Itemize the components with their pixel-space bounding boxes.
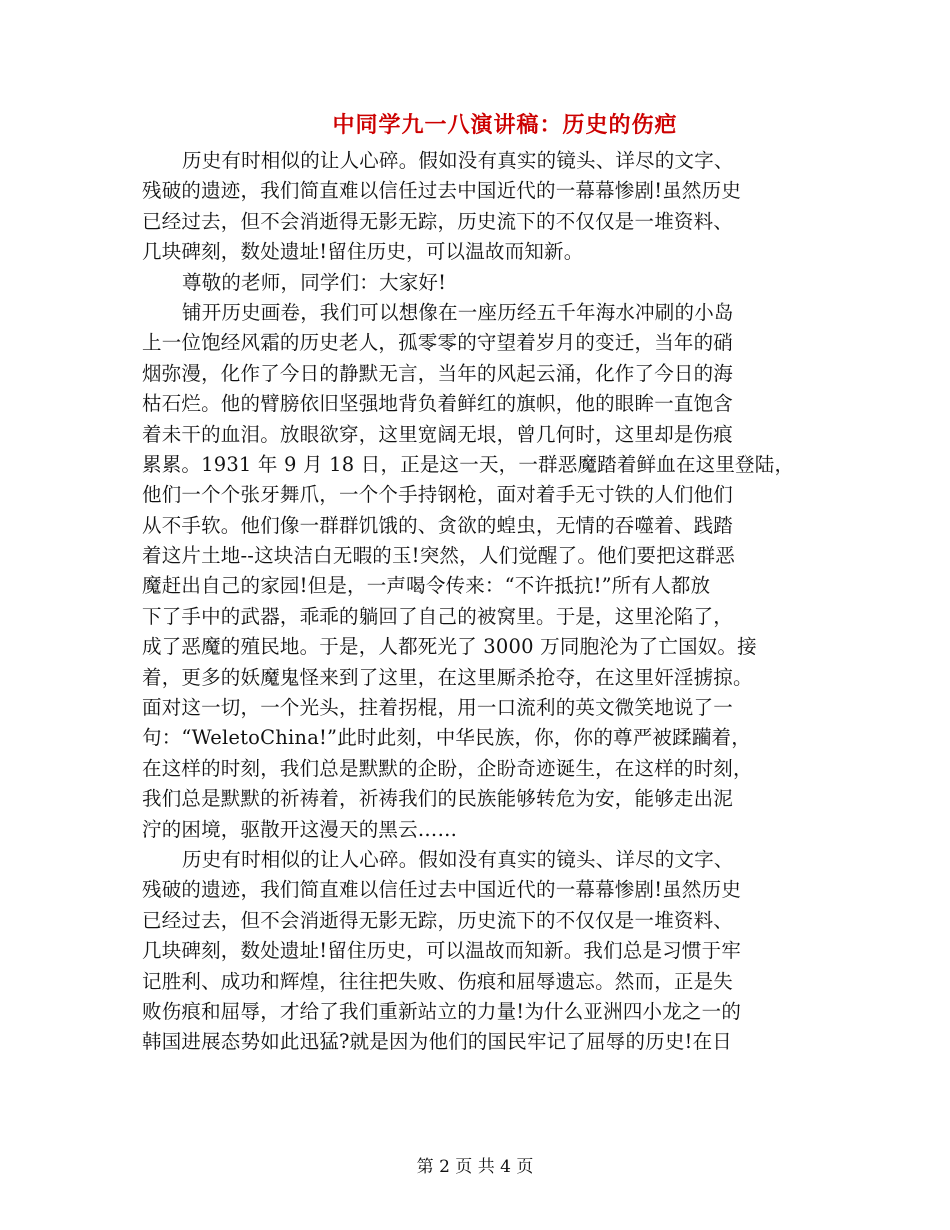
text-line: 我们总是默默的祈祷着，祈祷我们的民族能够转危为安，能够走出泥 bbox=[142, 787, 734, 811]
document-body bbox=[142, 146, 814, 1058]
text-line: 历史有时相似的让人心碎。假如没有真实的镜头、详尽的文字、 bbox=[182, 847, 734, 871]
text-line: 着这片土地--这块洁白无暇的玉!突然，人们觉醒了。他们要把这群恶 bbox=[142, 544, 735, 568]
text-line: 尊敬的老师，同学们：大家好! bbox=[182, 270, 447, 294]
page-footer: 第 2 页 共 4 页 bbox=[416, 1157, 534, 1177]
text-line: 韩国进展态势如此迅猛?就是因为他们的国民牢记了屈辱的历史!在日 bbox=[142, 1030, 732, 1054]
text-line: 着未干的血泪。放眼欲穿，这里宽阔无垠，曾几何时，这里却是伤痕 bbox=[142, 422, 734, 446]
text-line: 下了手中的武器，乖乖的躺回了自己的被窝里。于是，这里沦陷了， bbox=[142, 604, 734, 628]
text-line: 枯石烂。他的臂膀依旧坚强地背负着鲜红的旗帜，他的眼眸一直饱含 bbox=[142, 392, 734, 416]
text-line: 他们一个个张牙舞爪，一个个手持钢枪，面对着手无寸铁的人们他们 bbox=[142, 483, 734, 507]
text-line: 累累。1931 年 9 月 18 日，正是这一天，一群恶魔踏着鲜血在这里登陆， bbox=[142, 452, 795, 476]
text-line: 几块碑刻，数处遗址!留住历史，可以温故而知新。我们总是习惯于牢 bbox=[142, 939, 742, 963]
text-line: 几块碑刻，数处遗址!留住历史，可以温故而知新。 bbox=[142, 240, 584, 264]
text-line: 铺开历史画卷，我们可以想像在一座历经五千年海水冲刷的小岛 bbox=[182, 300, 734, 324]
text-line: 残破的遗迹，我们简直难以信任过去中国近代的一幕幕惨剧!虽然历史 bbox=[142, 179, 742, 203]
text-line: 烟弥漫，化作了今日的静默无言，当年的风起云涌，化作了今日的海 bbox=[142, 361, 734, 385]
text-line: 句：“WeletoChina!”此时此刻，中华民族，你，你的尊严被蹂躏着， bbox=[142, 726, 751, 750]
text-line: 魔赶出自己的家园!但是，一声喝令传来：“不许抵抗!”所有人都放 bbox=[142, 574, 711, 598]
text-line: 记胜利、成功和辉煌，往往把失败、伤痕和屈辱遗忘。然而，正是失 bbox=[142, 969, 734, 993]
text-line: 从不手软。他们像一群群饥饿的、贪欲的蝗虫，无情的吞噬着、践踏 bbox=[142, 513, 734, 537]
text-line: 已经过去，但不会消逝得无影无踪，历史流下的不仅仅是一堆资料、 bbox=[142, 209, 734, 233]
text-line: 历史有时相似的让人心碎。假如没有真实的镜头、详尽的文字、 bbox=[182, 149, 734, 172]
text-line: 成了恶魔的殖民地。于是，人都死光了 3000 万同胞沦为了亡国奴。接 bbox=[142, 635, 757, 659]
text-line: 败伤痕和屈辱，才给了我们重新站立的力量!为什么亚洲四小龙之一的 bbox=[142, 999, 742, 1023]
text-line: 残破的遗迹，我们简直难以信任过去中国近代的一幕幕惨剧!虽然历史 bbox=[142, 878, 742, 902]
text-line: 在这样的时刻，我们总是默默的企盼，企盼奇迹诞生，在这样的时刻， bbox=[142, 756, 753, 780]
page-title: 中同学九一八演讲稿：历史的伤疤 bbox=[332, 112, 678, 138]
text-line: 上一位饱经风霜的历史老人，孤零零的守望着岁月的变迁，当年的硝 bbox=[142, 331, 734, 355]
text-line: 着，更多的妖魔鬼怪来到了这里，在这里厮杀抢夺，在这里奸淫掳掠。 bbox=[142, 665, 753, 689]
text-line: 面对这一切，一个光头，拄着拐棍，用一口流利的英文微笑地说了一 bbox=[142, 696, 734, 720]
text-line: 泞的困境，驱散开这漫天的黑云…… bbox=[142, 817, 458, 841]
text-line: 已经过去，但不会消逝得无影无踪，历史流下的不仅仅是一堆资料、 bbox=[142, 908, 734, 932]
